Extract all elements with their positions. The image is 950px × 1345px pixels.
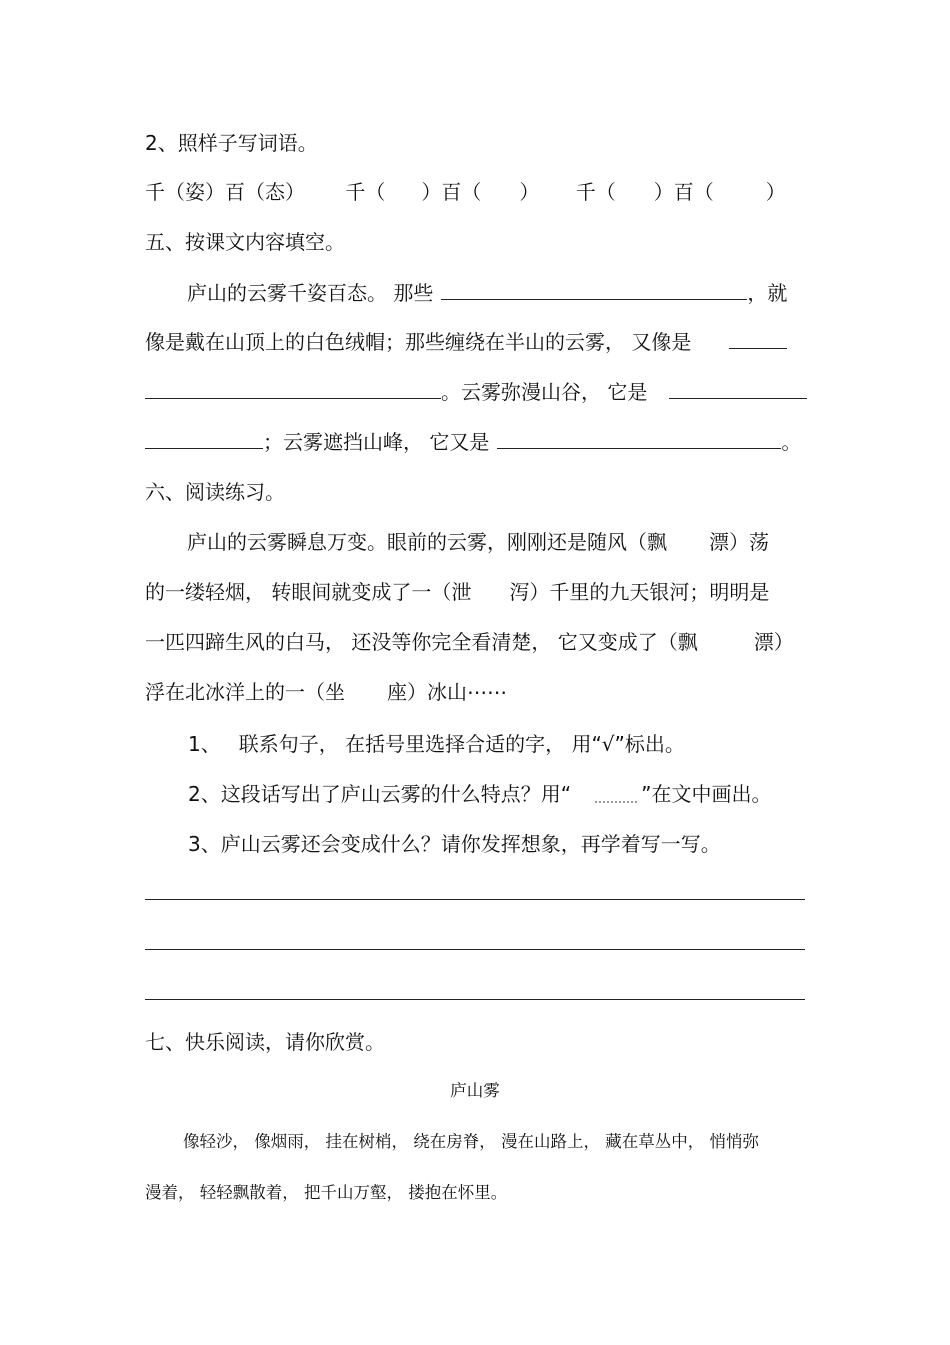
question-1-number: 1、: [188, 732, 221, 756]
q2-blank1-close: ）: [519, 180, 540, 204]
passage-l2-b: 泻）千里的九天银河；明明是: [509, 580, 770, 604]
q2-words-row: [145, 177, 786, 207]
fill-blank-1[interactable]: [441, 279, 747, 300]
section5-l4-end: 。: [781, 430, 802, 454]
q2-blank1-mid: ）百（: [421, 180, 482, 204]
fill-blank-3a[interactable]: [669, 378, 807, 399]
fill-blank-4[interactable]: [497, 428, 781, 449]
passage-l3-b: 漂）: [753, 630, 794, 654]
question-1-text: 联系句子， 在括号里选择合适的字， 用“√”标出。: [238, 732, 685, 756]
passage-l1-b: 漂）荡: [709, 530, 769, 554]
section5-l1-end: ，就: [747, 281, 788, 305]
passage-line2: [145, 577, 769, 607]
question-2: [188, 779, 771, 809]
question-1: [188, 729, 685, 759]
fill-blank-3b[interactable]: [145, 428, 263, 449]
section5-line3: [145, 377, 807, 407]
question-2-text-a: 2、这段话写出了庐山云雾的什么特点？用“: [188, 782, 572, 806]
section5-l3-text: 。云雾弥漫山谷， 它是: [441, 380, 648, 404]
passage-l3-a: 一匹四蹄生风的白马， 还没等你完全看清楚， 它又变成了（飘: [145, 630, 698, 654]
poem-line-2: 漫着， 轻轻飘散着， 把千山万壑， 搂抱在怀里。: [145, 1183, 508, 1202]
passage-l2-a: 的一缕轻烟， 转眼间就变成了一（泄: [145, 580, 472, 604]
section5-title: 五、按课文内容填空。: [145, 230, 345, 254]
answer-line-1[interactable]: [145, 899, 805, 900]
q2-blank1-open: 千（: [345, 180, 386, 204]
q2-blank2-open: 千（: [575, 180, 616, 204]
section5-line1: [187, 278, 787, 308]
q2-example: 千（姿）百（态）: [145, 180, 305, 204]
fill-blank-2b[interactable]: [145, 378, 441, 399]
question-3: 3、庐山云雾还会变成什么？请你发挥想象，再学着写一写。: [188, 832, 721, 856]
passage-line1: [187, 527, 769, 557]
poem-title: 庐山雾: [450, 1081, 500, 1100]
section6-title: 六、阅读练习。: [145, 480, 285, 504]
passage-line3: [145, 627, 794, 657]
section5-line4: [145, 427, 801, 457]
section5-l2-text: 像是戴在山顶上的白色绒帽；那些缠绕在半山的云雾， 又像是: [145, 330, 692, 354]
passage-l1-a: 庐山的云雾瞬息万变。眼前的云雾，刚刚还是随风（飘: [187, 530, 667, 554]
q2-blank2-mid: ）百（: [653, 180, 714, 204]
section5-line2: [145, 327, 787, 357]
dotted-underline-icon: [595, 789, 637, 803]
answer-line-2[interactable]: [145, 949, 805, 950]
fill-blank-2a[interactable]: [729, 328, 787, 349]
section7-title: 七、快乐阅读，请你欣赏。: [145, 1030, 385, 1054]
section5-l1-text: 庐山的云雾千姿百态。 那些: [187, 281, 434, 305]
passage-line4: [145, 677, 507, 707]
q2-blank2-close: ）: [765, 180, 786, 204]
q2-title: 2、照样子写词语。: [145, 131, 318, 155]
question-2-text-b: ”在文中画出。: [641, 782, 772, 806]
answer-line-3[interactable]: [145, 999, 805, 1000]
section5-l4-text: ；云雾遮挡山峰， 它又是: [263, 430, 490, 454]
passage-l4-a: 浮在北冰洋上的一（坐: [145, 680, 345, 704]
poem-line-1: 像轻沙， 像烟雨， 挂在树梢， 绕在房脊， 漫在山路上， 藏在草丛中， 悄悄弥: [183, 1132, 759, 1151]
passage-l4-b: 座）冰山⋯⋯: [387, 680, 507, 704]
